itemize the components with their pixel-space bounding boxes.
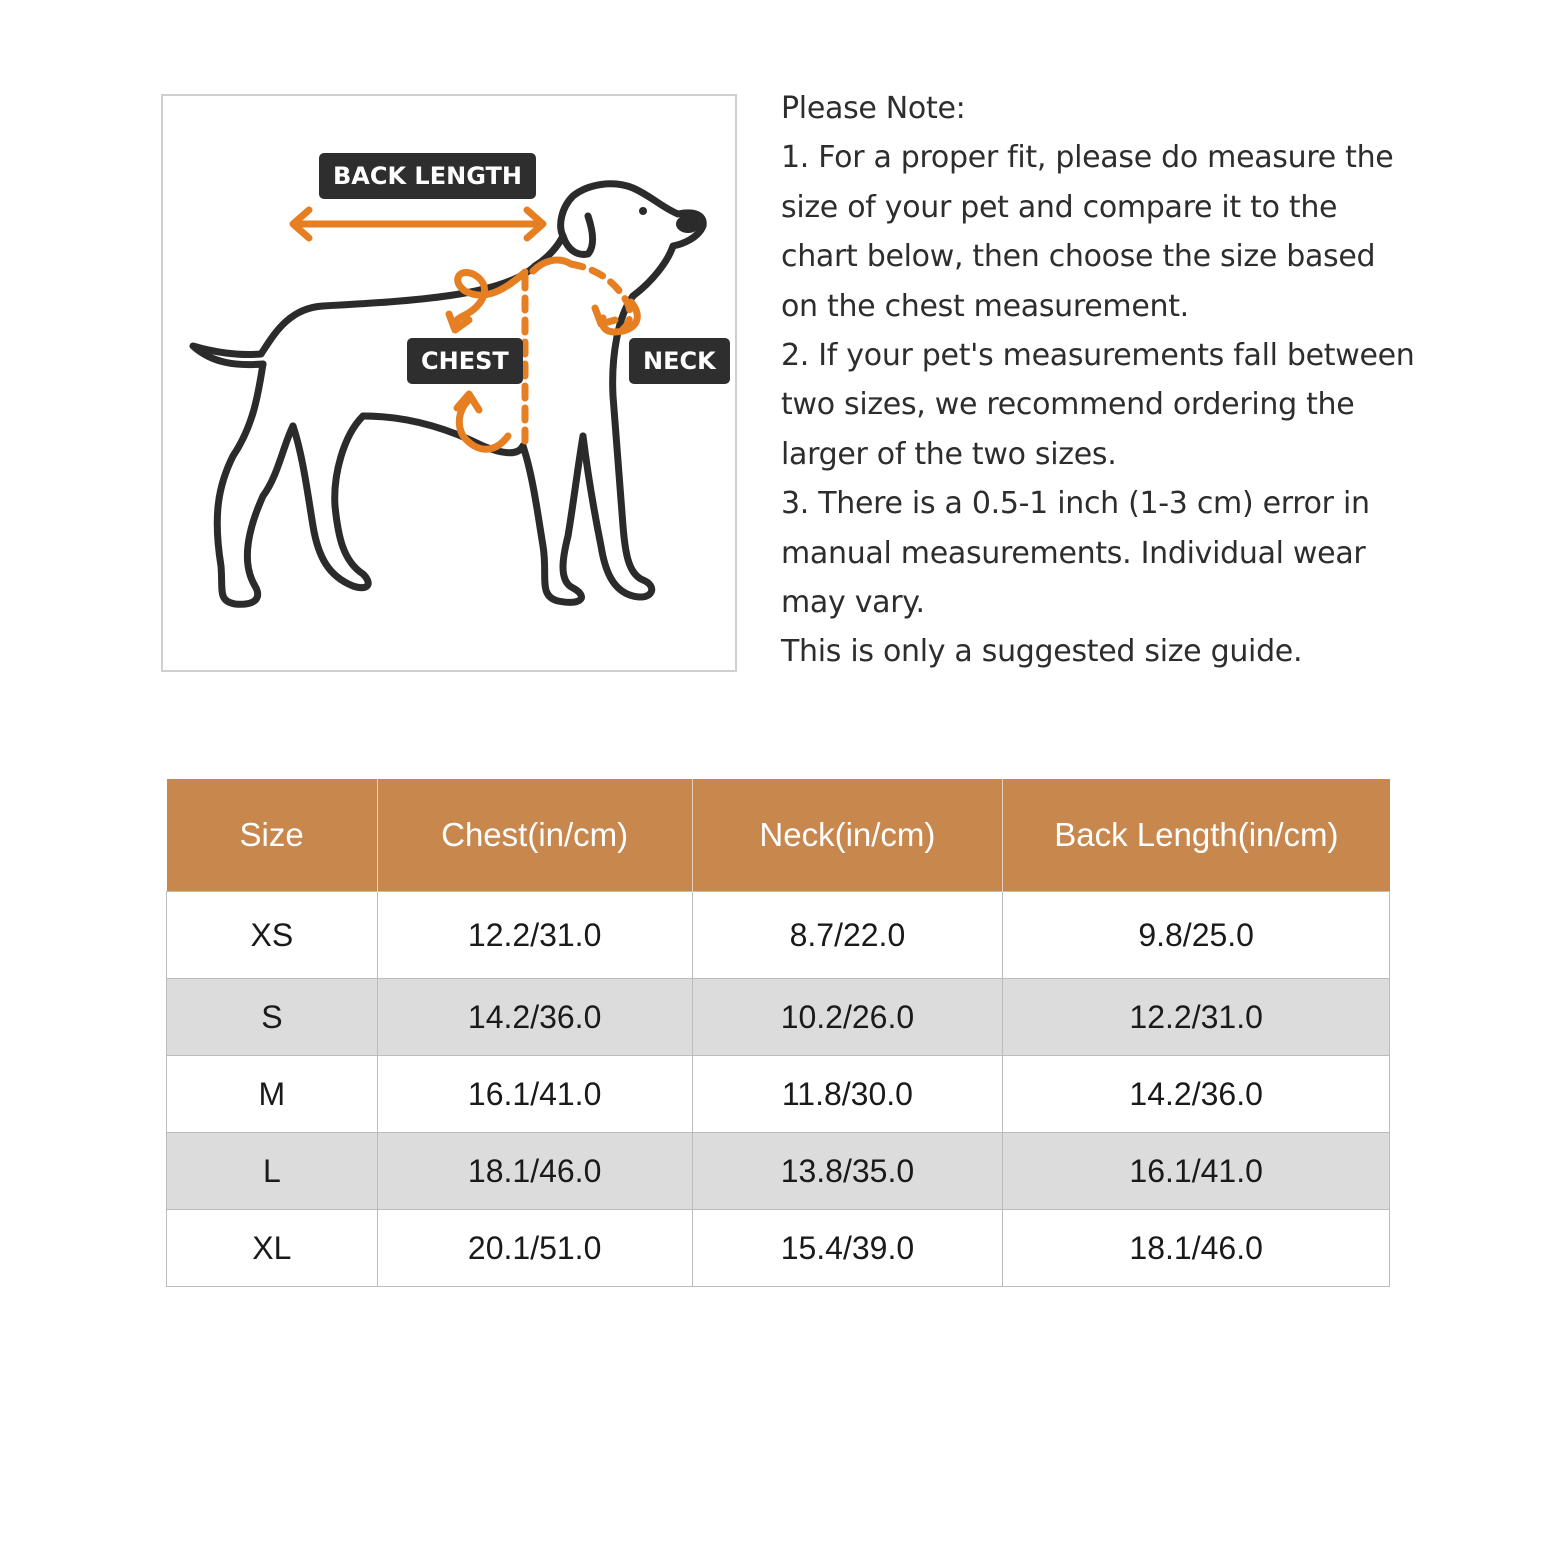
note-line-2: 2. If your pet's measurements fall between two sizes, we recommend ordering the larger of the two sizes. bbox=[781, 338, 1415, 472]
cell-neck: 13.8/35.0 bbox=[692, 1133, 1003, 1210]
cell-neck: 15.4/39.0 bbox=[692, 1210, 1003, 1287]
size-notes bbox=[781, 84, 1421, 677]
neck-tag: NECK bbox=[629, 338, 730, 384]
cell-size: M bbox=[167, 1056, 378, 1133]
cell-chest: 16.1/41.0 bbox=[377, 1056, 692, 1133]
cell-size: S bbox=[167, 979, 378, 1056]
cell-chest: 12.2/31.0 bbox=[377, 892, 692, 979]
table-row bbox=[167, 1056, 1390, 1133]
cell-back-length: 16.1/41.0 bbox=[1003, 1133, 1390, 1210]
cell-chest: 14.2/36.0 bbox=[377, 979, 692, 1056]
cell-chest: 20.1/51.0 bbox=[377, 1210, 692, 1287]
cell-size: XL bbox=[167, 1210, 378, 1287]
cell-neck: 11.8/30.0 bbox=[692, 1056, 1003, 1133]
header-back-length: Back Length(in/cm) bbox=[1003, 779, 1390, 892]
cell-size: L bbox=[167, 1133, 378, 1210]
cell-neck: 8.7/22.0 bbox=[692, 892, 1003, 979]
cell-back-length: 18.1/46.0 bbox=[1003, 1210, 1390, 1287]
back-length-tag: BACK LENGTH bbox=[319, 153, 536, 199]
cell-neck: 10.2/26.0 bbox=[692, 979, 1003, 1056]
cell-back-length: 12.2/31.0 bbox=[1003, 979, 1390, 1056]
table-row bbox=[167, 1133, 1390, 1210]
cell-chest: 18.1/46.0 bbox=[377, 1133, 692, 1210]
table-row bbox=[167, 1210, 1390, 1287]
cell-back-length: 14.2/36.0 bbox=[1003, 1056, 1390, 1133]
size-chart-table bbox=[166, 779, 1390, 1287]
table-row bbox=[167, 979, 1390, 1056]
note-line-1: 1. For a proper fit, please do measure the size of your pet and compare it to the chart below, then choose the size based on the chest measurement. bbox=[781, 140, 1394, 324]
cell-back-length: 9.8/25.0 bbox=[1003, 892, 1390, 979]
note-disclaimer: This is only a suggested size guide. bbox=[781, 634, 1303, 670]
cell-size: XS bbox=[167, 892, 378, 979]
notes-heading: Please Note: bbox=[781, 91, 966, 126]
header-neck: Neck(in/cm) bbox=[692, 779, 1003, 892]
measurement-diagram bbox=[161, 94, 737, 672]
chest-tag: CHEST bbox=[407, 338, 523, 384]
note-line-3: 3. There is a 0.5-1 inch (1-3 cm) error in manual measurements. Individual wear may vary. bbox=[781, 486, 1370, 621]
header-chest: Chest(in/cm) bbox=[377, 779, 692, 892]
header-size: Size bbox=[167, 779, 378, 892]
table-header-row bbox=[167, 779, 1390, 892]
table-row bbox=[167, 892, 1390, 979]
